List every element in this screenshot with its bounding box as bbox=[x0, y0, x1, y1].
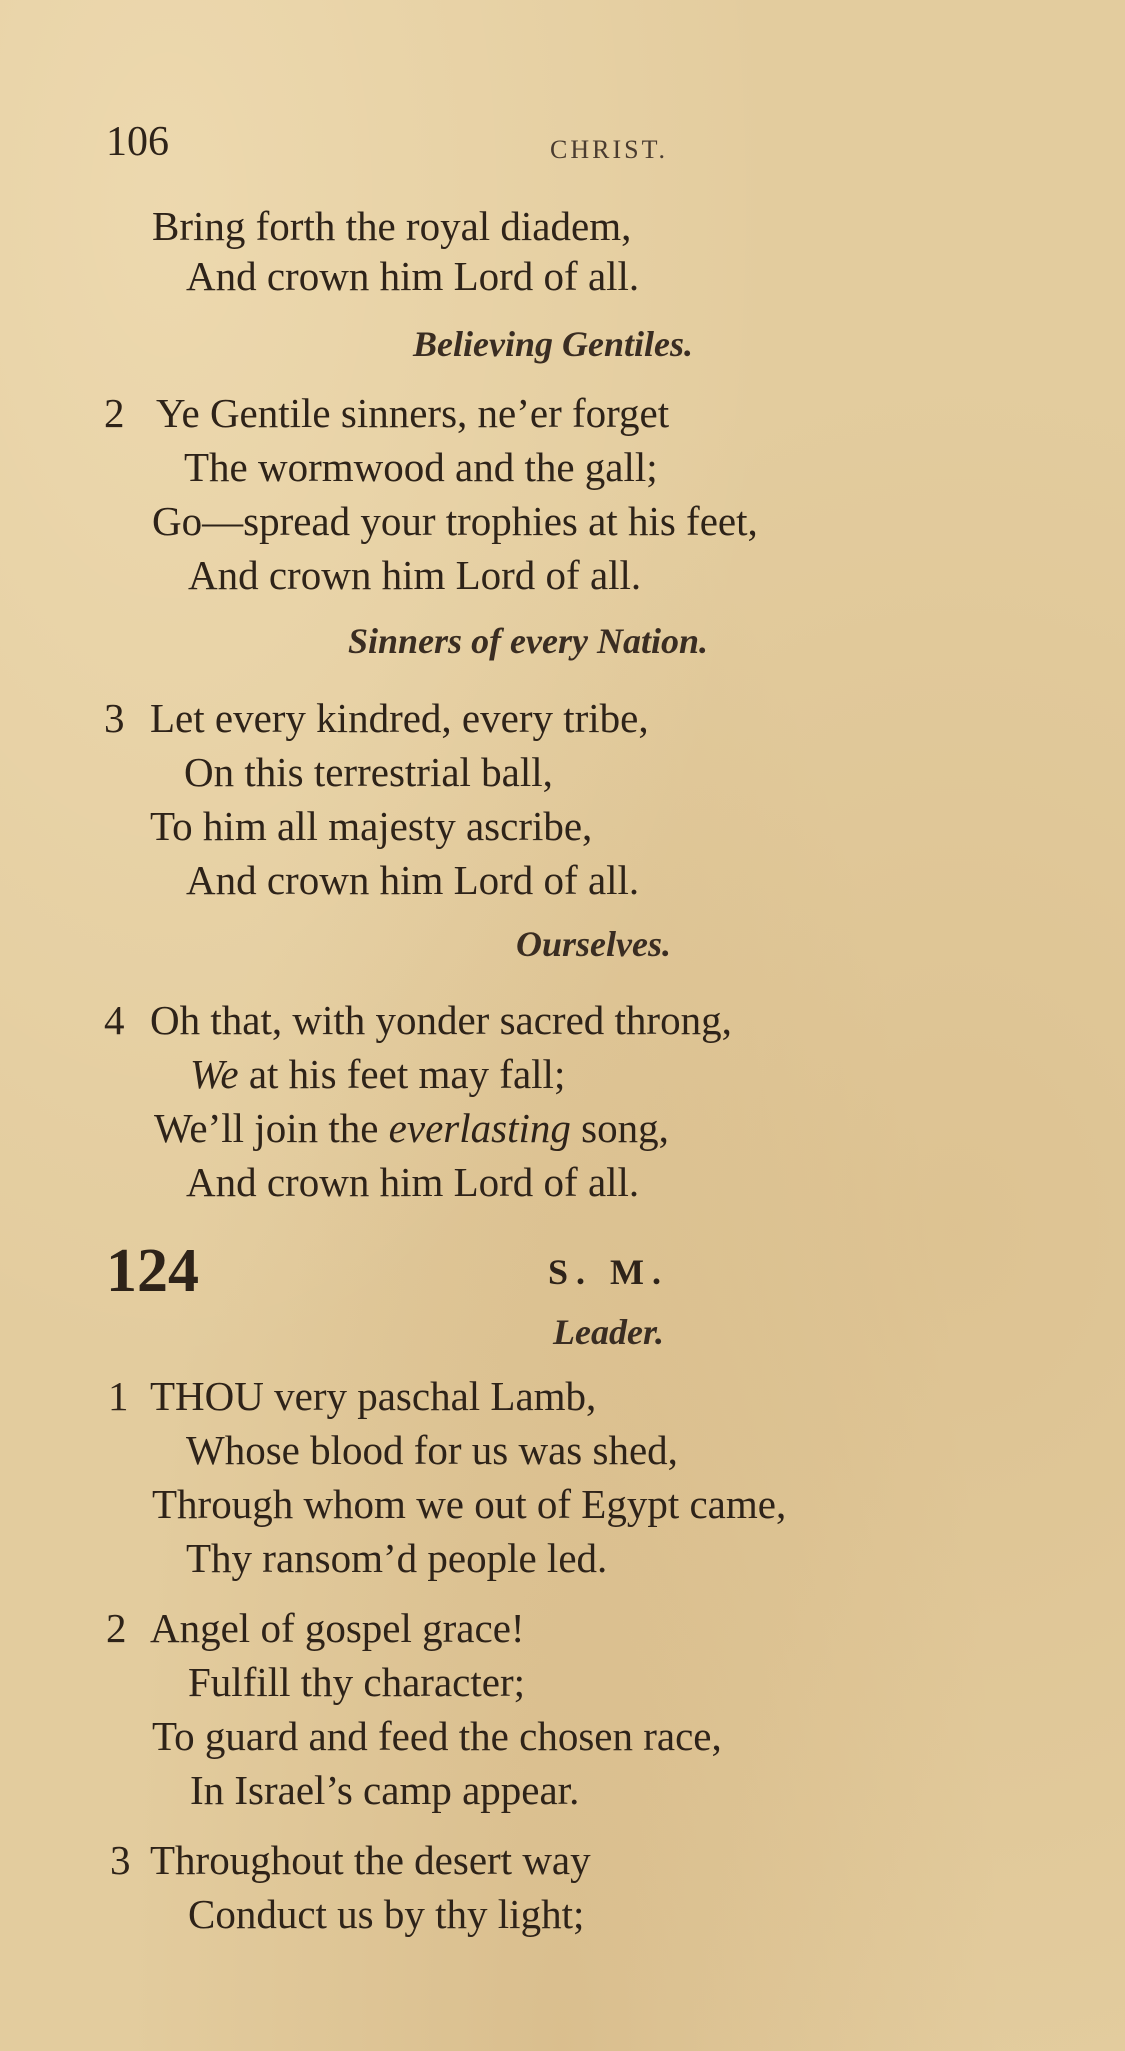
section-heading: Ourselves. bbox=[516, 924, 671, 964]
verse-number: 2 bbox=[106, 1605, 127, 1651]
verse-line-text: at his feet may fall; bbox=[238, 1051, 566, 1097]
hymn-meter: S. M. bbox=[548, 1252, 669, 1292]
page-number: 106 bbox=[106, 119, 169, 165]
verse-line: And crown him Lord of all. bbox=[186, 253, 640, 299]
verse-line bbox=[190, 1050, 565, 1098]
verse-line bbox=[154, 1104, 669, 1152]
verse-line: Through whom we out of Egypt came, bbox=[152, 1481, 787, 1527]
hymn-heading: Leader. bbox=[553, 1312, 664, 1352]
verse-line: Fulfill thy character; bbox=[188, 1659, 525, 1705]
verse-line: Go—spread your trophies at his feet, bbox=[152, 498, 758, 544]
verse-line: And crown him Lord of all. bbox=[188, 552, 642, 598]
verse-number: 3 bbox=[104, 695, 125, 741]
verse-line: Whose blood for us was shed, bbox=[186, 1427, 678, 1473]
verse-line: Bring forth the royal diadem, bbox=[152, 203, 632, 249]
verse-line: THOU very paschal Lamb, bbox=[150, 1373, 597, 1419]
verse-line: In Israel’s camp appear. bbox=[190, 1767, 580, 1813]
running-head: CHRIST. bbox=[550, 135, 669, 164]
verse-number: 4 bbox=[104, 997, 125, 1043]
verse-number: 1 bbox=[108, 1373, 129, 1419]
verse-line: Oh that, with yonder sacred throng, bbox=[150, 997, 732, 1043]
verse-line: Angel of gospel grace! bbox=[150, 1605, 525, 1651]
verse-line: Thy ransom’d people led. bbox=[186, 1535, 608, 1581]
verse-line-text: We’ll join the bbox=[154, 1105, 389, 1151]
verse-number: 2 bbox=[104, 390, 125, 436]
verse-line: To him all majesty ascribe, bbox=[150, 803, 593, 849]
verse-line: And crown him Lord of all. bbox=[186, 857, 640, 903]
verse-line: The wormwood and the gall; bbox=[184, 444, 658, 490]
verse-number: 3 bbox=[110, 1837, 131, 1883]
verse-line: Conduct us by thy light; bbox=[188, 1891, 585, 1937]
italic-word: everlasting bbox=[388, 1105, 571, 1151]
verse-line: To guard and feed the chosen race, bbox=[152, 1713, 722, 1759]
hymn-number: 124 bbox=[106, 1237, 199, 1305]
verse-line: Let every kindred, every tribe, bbox=[150, 695, 649, 741]
italic-word: We bbox=[190, 1051, 239, 1097]
section-heading: Believing Gentiles. bbox=[413, 324, 693, 364]
verse-line: On this terrestrial ball, bbox=[184, 749, 553, 795]
verse-line: Ye Gentile sinners, ne’er forget bbox=[156, 390, 670, 436]
verse-line-text: song, bbox=[570, 1105, 669, 1151]
verse-line: And crown him Lord of all. bbox=[186, 1159, 640, 1205]
verse-line: Throughout the desert way bbox=[150, 1837, 591, 1883]
section-heading: Sinners of every Nation. bbox=[348, 621, 708, 661]
